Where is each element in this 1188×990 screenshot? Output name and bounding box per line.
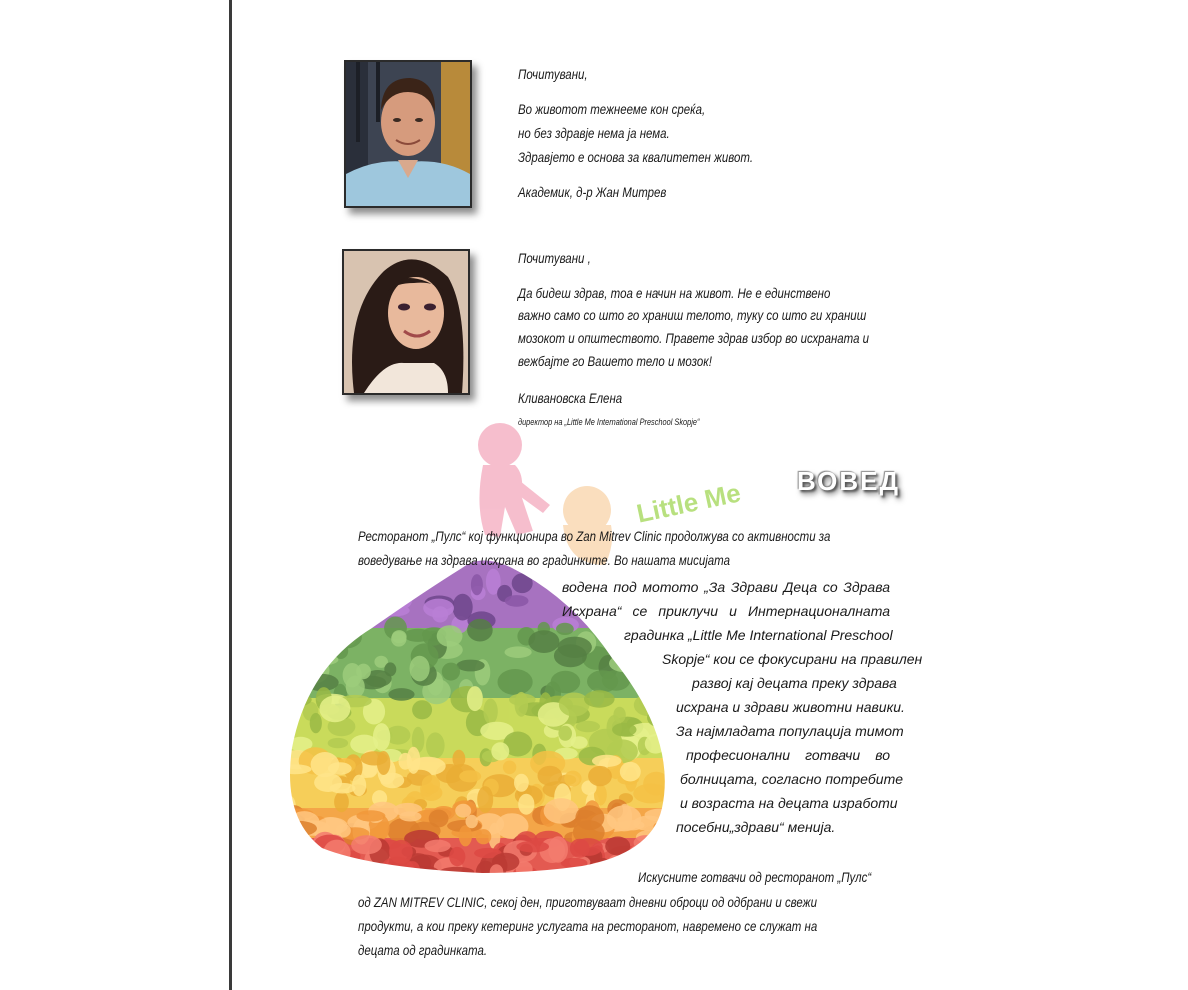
intro-right-line: градинка „Little Me International Preschool: [624, 627, 893, 643]
intro-right-line: исхрана и здрави животни навики.: [676, 699, 905, 715]
fruit-shape: [282, 568, 298, 586]
fruit-shape: [370, 572, 394, 588]
fruit-shape: [466, 815, 478, 828]
fruit-shape: [283, 795, 296, 820]
fruit-shape: [323, 592, 349, 619]
fruit-shape: [293, 636, 317, 656]
fruit-shape: [315, 604, 349, 619]
portrait-photo-man: [344, 60, 472, 208]
fruit-shape: [351, 835, 382, 854]
letter2-line: мозокот и општеството. Правете здрав избор во исхраната и: [518, 330, 870, 346]
fruit-shape: [605, 837, 630, 856]
fruit-shape: [282, 638, 293, 663]
intro-right-line: болницата, согласно потребите: [680, 771, 904, 787]
fruit-shape: [308, 654, 338, 665]
fruit-shape: [437, 625, 463, 647]
intro-line: Ресторанот „Пулс“ кој функционира во Zan Mitrev Clinic продолжува со активности за: [358, 528, 831, 544]
letter1-greeting: Почитувани,: [518, 66, 588, 82]
fruit-shape: [291, 859, 310, 869]
fruit-shape: [282, 863, 317, 873]
fruit-shape: [574, 838, 603, 856]
fruit-shape: [505, 646, 532, 658]
letter1-signature: Академик, д-р Жан Митрев: [518, 184, 667, 200]
fruit-shape: [498, 669, 533, 695]
fruit-shape: [282, 822, 302, 839]
fruit-shape: [412, 700, 432, 719]
fruit-shape: [516, 841, 549, 853]
intro-right-line: развој кај децата преку здрава: [692, 675, 897, 691]
fruit-shape: [491, 742, 509, 760]
closing-line: Искусните готвачи од ресторанот „Пулс“: [638, 869, 872, 885]
fruit-shape: [329, 594, 358, 616]
fruit-shape: [323, 840, 351, 867]
fruit-shape: [306, 561, 328, 583]
fruit-shape: [315, 581, 337, 591]
section-heading: ВОВЕД: [797, 466, 900, 496]
fruit-shape: [356, 810, 385, 821]
intro-right-line: професионални готвачи во: [686, 747, 890, 763]
fruit-shape: [459, 825, 472, 846]
fruit-shape: [350, 735, 378, 754]
fruit-shape: [505, 595, 529, 607]
fruit-shape: [310, 865, 340, 873]
little-me-logo-text: Little Me: [633, 477, 744, 529]
fruit-shape: [346, 676, 365, 699]
fruit-shape: [514, 774, 529, 792]
fruit-shape: [404, 629, 432, 642]
fruit-shape: [295, 597, 318, 617]
fruit-shape: [282, 628, 298, 647]
closing-line: децата од градинката.: [358, 942, 488, 958]
fruit-shape: [306, 548, 327, 573]
fruit-shape: [368, 592, 384, 612]
fruit-shape: [319, 696, 350, 723]
fruit-shape: [399, 587, 413, 608]
fruit-shape: [297, 849, 313, 873]
intro-right-column: [540, 575, 923, 839]
closing-line: од ZAN MITREV CLINIC, секој ден, приготвуваат дневни оброци од одбрани и свежи: [358, 894, 817, 910]
fruit-shape: [399, 811, 421, 821]
fruit-shape: [315, 572, 332, 589]
fruit-shape: [330, 783, 356, 794]
fruit-shape: [282, 717, 294, 737]
fruit-shape: [389, 840, 413, 864]
fruit-shape: [459, 770, 481, 782]
intro-right-line: За најмладата популација тимот: [676, 723, 904, 739]
fruit-shape: [384, 662, 396, 676]
intro-right-line: Skopje“ кои се фокусирани на правилен: [662, 651, 923, 667]
fruit-shape: [330, 626, 362, 648]
fruit-shape: [515, 692, 529, 717]
intro-right-line: Исхрана“ се приклучи и Интернационалната: [562, 603, 890, 619]
fruit-shape: [645, 844, 657, 868]
letter2-line: важно само со што го храниш телото, туку со што ги храниш: [518, 307, 867, 323]
fruit-shape: [334, 792, 349, 813]
fruit-shape: [467, 619, 493, 642]
fruit-shape: [391, 631, 406, 646]
fruit-shape: [302, 865, 314, 873]
fruit-shape: [503, 761, 516, 775]
fruit-shape: [377, 751, 390, 775]
fruit-shape: [512, 573, 533, 593]
fruit-shape: [442, 663, 460, 681]
fruit-shape: [635, 845, 656, 856]
fruit-shape: [629, 846, 642, 865]
letter1-line: Во животот тежнееме кон среќа,: [518, 101, 706, 117]
intro-right-line: посебни„здрави“ менија.: [676, 819, 836, 835]
fruit-shape: [332, 859, 349, 870]
fruit-shape: [307, 548, 323, 561]
fruit-shape: [282, 578, 306, 603]
fruit-shape: [483, 699, 497, 725]
fruit-shape: [282, 653, 305, 673]
fruit-shape: [366, 609, 382, 620]
fruit-shape: [317, 601, 349, 612]
intro-right-line: водена под мотото „За Здрави Деца со Здрава: [562, 579, 890, 595]
letter2-role: директор на „Little Me International Preschool Skopje“: [518, 417, 700, 427]
fruit-shape: [282, 858, 299, 870]
page-spine-line: [229, 0, 232, 990]
closing-line: продукти, а кои преку кетеринг услугата на ресторанот, навремено се служат на: [358, 918, 818, 934]
fruit-shape: [432, 606, 448, 622]
fruit-shape: [477, 786, 493, 813]
fruit-shape: [548, 836, 568, 863]
fruit-shape: [320, 624, 352, 649]
fruit-shape: [357, 585, 390, 612]
intro-line: воведување на здрава исхрана во градинките. Во нашата мисијата: [358, 552, 730, 568]
fruit-shape: [365, 585, 385, 598]
fruit-shape: [388, 688, 414, 701]
fruit-shape: [455, 804, 471, 818]
fruit-shape: [365, 594, 384, 620]
fruit-shape: [471, 574, 483, 595]
fruit-shape: [476, 829, 492, 844]
fruit-shape: [426, 732, 445, 758]
fruit-shape: [449, 847, 465, 866]
portrait-photo-woman: [342, 249, 470, 395]
fruit-shape: [352, 775, 366, 797]
fruit-shape: [660, 846, 682, 860]
fruit-shape: [328, 738, 348, 748]
letter2-signature: Кливановска Елена: [518, 390, 623, 406]
fruit-shape: [422, 775, 440, 794]
fruit-shape: [631, 854, 667, 867]
fruit-shape: [518, 794, 534, 815]
letter2-line: вежбајте го Вашето тело и мозок!: [518, 353, 712, 369]
fruit-shape: [307, 548, 329, 563]
fruit-shape: [457, 660, 485, 672]
fruit-shape: [310, 713, 322, 733]
fruit-shape: [410, 656, 430, 682]
fruit-shape: [407, 747, 421, 774]
fruit-shape: [425, 840, 451, 853]
letter1-line: Здравјето е основа за квалитетен живот.: [518, 149, 754, 165]
fruit-shape: [467, 686, 483, 711]
fruit-shape: [333, 643, 348, 659]
fruit-shape: [352, 585, 372, 595]
letter2-greeting: Почитувани ,: [518, 250, 591, 266]
intro-right-line: и возраста на децата изработи: [680, 795, 898, 811]
fruit-shape: [429, 810, 449, 828]
fruit-shape: [328, 762, 352, 775]
fruit-shape: [313, 626, 325, 649]
letter1-line: но без здравје нема ја нема.: [518, 125, 670, 141]
letter2-line: Да бидеш здрав, тоа е начин на живот. Не е единствено: [518, 285, 831, 301]
fruit-shape: [282, 821, 317, 836]
